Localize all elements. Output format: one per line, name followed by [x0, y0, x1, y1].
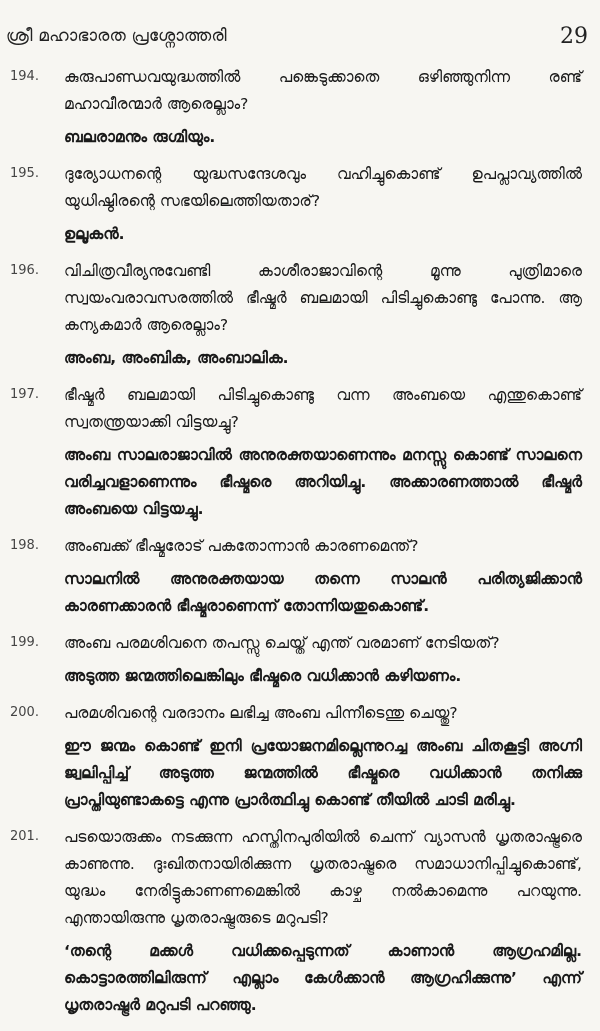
- question-text: കുരുപാണ്ഡവയുദ്ധത്തിൽ പങ്കെടുക്കാതെ ഒഴിഞ്ഞുനിന്ന രണ്ട് മഹാവീരന്മാർ ആരെല്ലാം?: [64, 68, 582, 113]
- qa-item: [0, 382, 600, 523]
- qa-item: [0, 161, 600, 248]
- question-number: 199.: [10, 635, 39, 650]
- question-text: ഭീഷ്മർ ബലമായി പിടിച്ചുകൊണ്ടു വന്ന അംബയെ എന്തുകൊണ്ട് സ്വതന്ത്രയാക്കി വിട്ടയച്ചു?: [64, 386, 582, 431]
- answer-text: ഉലൂകൻ.: [64, 225, 125, 243]
- answer-text: ഈ ജന്മം കൊണ്ട് ഇനി പ്രയോജനമില്ലെന്നുറച്ച അംബ ചിതകൂട്ടി അഗ്നി ജ്വലിപ്പിച്ച് അടുത്ത ജന്മത്തിൽ ഭീഷ്മരെ വധിക്കാൻ തനിക്കു പ്രാപ്തിയുണ്ടാകട്ടെ എന്നു പ്രാർത്ഥിച്ചു കൊണ്ട് തീയിൽ ചാടി മരിച്ചു.: [64, 737, 582, 809]
- qa-item: [0, 533, 600, 620]
- question-number: 201.: [10, 829, 39, 844]
- question-text: അംബക്ക് ഭീഷ്മരോട് പകതോന്നാൻ കാരണമെന്ത്?: [64, 537, 419, 555]
- page-number: 29: [560, 24, 588, 49]
- question-number: 198.: [10, 538, 39, 553]
- answer-text: ‘തന്റെ മക്കൾ വധിക്കപ്പെടുന്നത് കാണാൻ ആഗ്രഹമില്ല. കൊട്ടാരത്തിലിരുന്ന് എല്ലാം കേൾക്കാൻ ആഗ്രഹിക്കുന്നു’ എന്ന് ധൃതരാഷ്ട്രർ മറുപടി പറഞ്ഞു.: [64, 942, 582, 1014]
- question-number: 197.: [10, 387, 39, 402]
- running-title: ശ്രീ മഹാഭാരത പ്രശ്നോത്തരി: [6, 26, 227, 46]
- question-text: വിചിത്രവീര്യനുവേണ്ടി കാശീരാജാവിന്റെ മൂന്നു പുത്രിമാരെ സ്വയംവരാവസരത്തിൽ ഭീഷ്മർ ബലമായി പിടിച്ചുകൊണ്ടു പോന്നു. ആ കന്യകമാർ ആരെല്ലാം?: [64, 262, 582, 334]
- question-number: 200.: [10, 705, 39, 720]
- question-text: പരമശിവന്റെ വരദാനം ലഭിച്ച അംബ പിന്നീടെന്തു ചെയ്തു?: [64, 704, 458, 722]
- question-number: 196.: [10, 263, 39, 278]
- qa-item: [0, 64, 600, 151]
- qa-item: [0, 700, 600, 814]
- qa-list: [0, 64, 600, 1029]
- answer-text: ബലരാമനും രുഗ്മിയും.: [64, 128, 216, 146]
- qa-item: [0, 824, 600, 1019]
- question-number: 195.: [10, 166, 39, 181]
- qa-item: [0, 258, 600, 372]
- answer-text: അടുത്ത ജന്മത്തിലെങ്കിലും ഭീഷ്മരെ വധിക്കാൻ കഴിയണം.: [64, 667, 462, 685]
- answer-text: അംബ സാലരാജാവിൽ അനുരക്തയാണെന്നും മനസ്സു കൊണ്ട് സാലനെ വരിച്ചവളാണെന്നും ഭീഷ്മരെ അറിയിച്ചു. അക്കാരണത്താൽ ഭീഷ്മർ അംബയെ വിട്ടയച്ചു.: [64, 446, 582, 518]
- question-text: പടയൊരുക്കം നടക്കുന്ന ഹസ്തിനപുരിയിൽ ചെന്ന് വ്യാസൻ ധൃതരാഷ്ട്രരെ കാണുന്നു. ദുഃഖിതനായിരിക്കുന്ന ധൃതരാഷ്ട്രരെ സമാധാനിപ്പിച്ചുകൊണ്ട്, യുദ്ധം നേരിട്ടുകാണണമെങ്കിൽ കാഴ്ച നൽകാമെന്നു പറയുന്നു. എന്തായിരുന്നു ധൃതരാഷ്ട്രരുടെ മറുപടി?: [64, 828, 582, 927]
- question-text: ദുര്യോധനന്റെ യുദ്ധസന്ദേശവും വഹിച്ചുകൊണ്ട് ഉപപ്ലാവ്യത്തിൽ യുധിഷ്ഠിരന്റെ സഭയിലെത്തിയതാര്?: [64, 165, 582, 210]
- qa-item: [0, 630, 600, 690]
- answer-text: അംബ, അംബിക, അംബാലിക.: [64, 349, 289, 367]
- question-number: 194.: [10, 69, 39, 84]
- question-text: അംബ പരമശിവനെ തപസ്സു ചെയ്ത് എന്ത് വരമാണ് നേടിയത്?: [64, 634, 500, 652]
- page-header: [0, 0, 600, 58]
- answer-text: സാലനിൽ അനുരക്തയായ തന്നെ സാലൻ പരിത്യജിക്കാൻ കാരണക്കാരൻ ഭീഷ്മരാണെന്ന് തോന്നിയതുകൊണ്ട്.: [64, 570, 582, 615]
